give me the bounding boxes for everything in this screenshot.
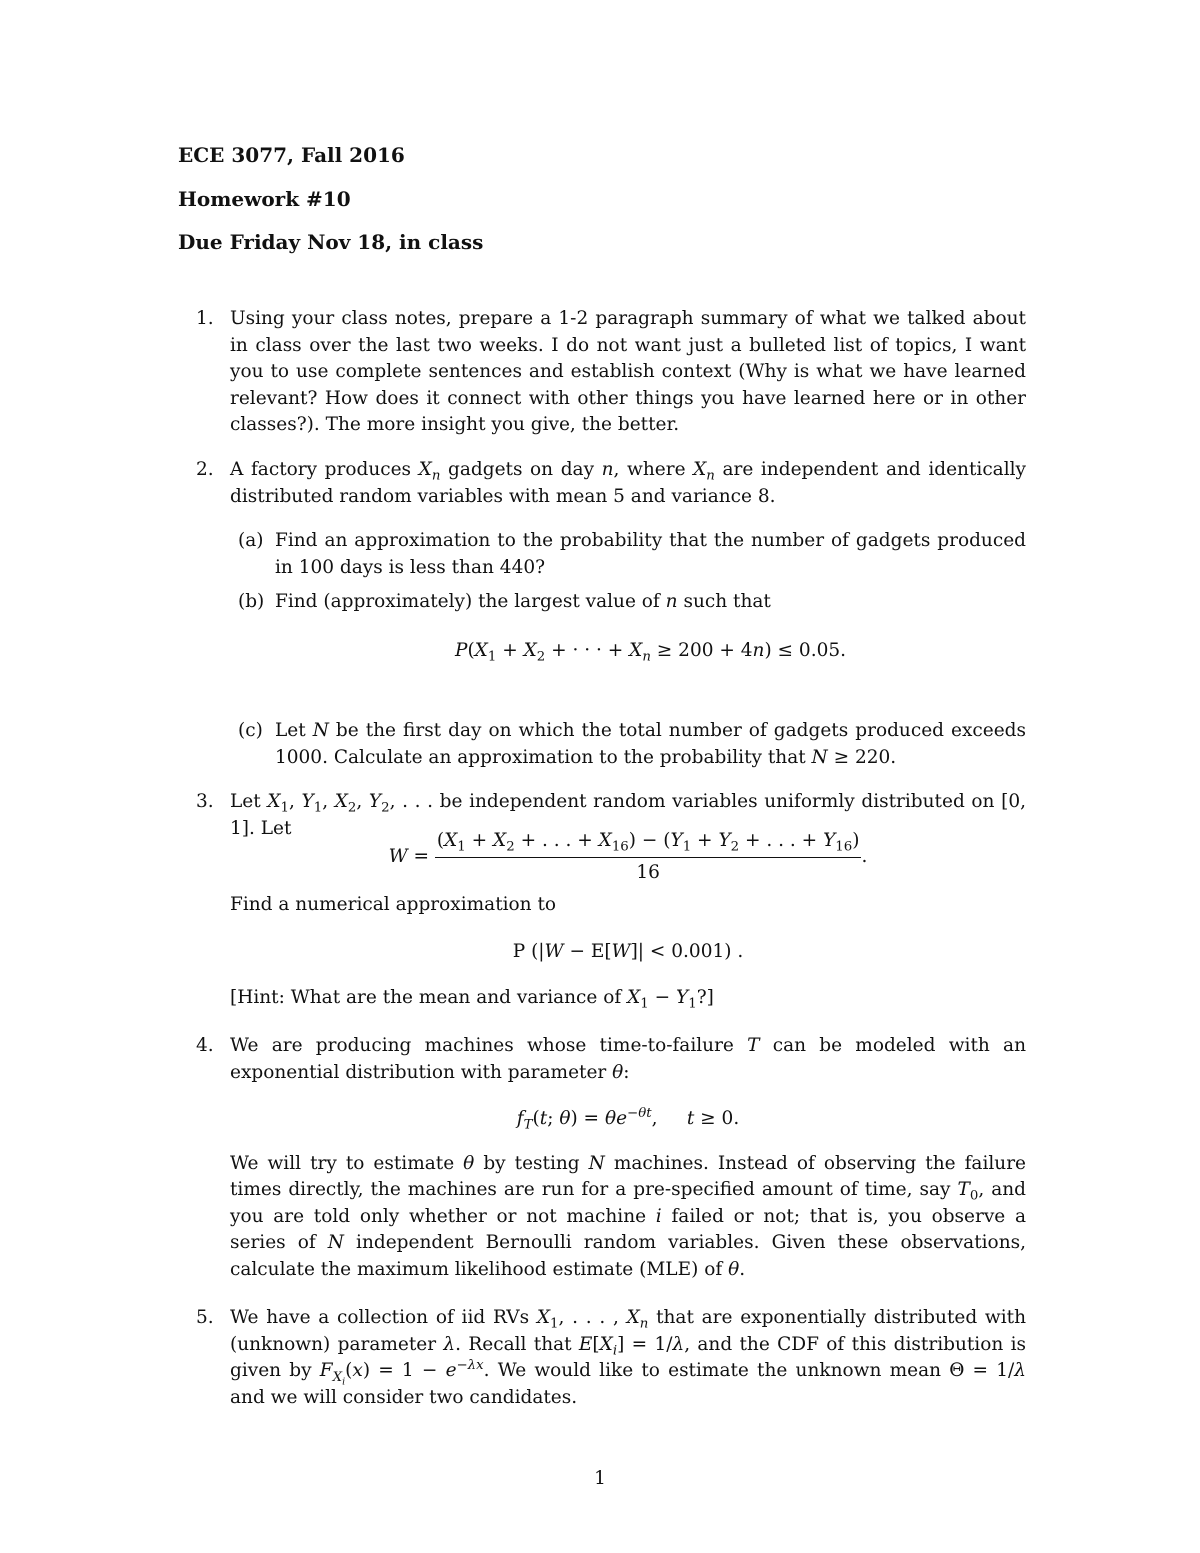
homework-title: Homework #10 — [178, 187, 351, 211]
problem-text: Using your class notes, prepare a 1-2 paragraph summary of what we talked about in class over the last two weeks. I do not want just a bulleted list of topics, I want you to use complete sentences and establish context (Why is what we have learned relevant? How does it connect with other things you have learned here or in other classes?). The more insight you give, the better. — [230, 308, 1026, 435]
page-number: 1 — [594, 1468, 606, 1489]
problem-5 — [196, 1305, 1026, 1411]
problem-text: We have a collection of iid RVs $X_1$, . . . , $X_n$ that are exponentially distributed with (unknown) parameter λ. Recall that $E[X_i] = 1/\lambda$, and the CDF of this distribution is given by $F_{X_i}(x) = 1 - e^{-\lambda x}$. We would like to estimate the unknown mean Θ = 1/λ and we will consider two candidates. — [230, 1307, 1027, 1408]
due-date: Due Friday Nov 18, in class — [178, 230, 484, 254]
problem-text: A factory produces $X_n$ gadgets on day n, where $X_n$ are independent and identically distributed random variables with mean 5 and variance 8. — [230, 459, 1026, 507]
subpart-a — [230, 528, 1026, 581]
subpart-text: Find (approximately) the largest value of n such that — [275, 591, 771, 612]
find-text: Find a numerical approximation to — [230, 894, 557, 915]
equation-w: W = $\frac{(X_1 + X_2 + . . . + X_{16}) - (Y_1 + Y_2 + . . . + Y_{16})}{16}$ . — [388, 830, 868, 883]
equation-pdf: $f_T(t$; $\theta) = \theta e^{-\theta t}$, t ≥ 0. — [516, 1105, 740, 1133]
subpart-label: (b) — [238, 591, 265, 612]
equation-b: $P(X_1 + X_2$ + · · · + $X_n \ge 200 + 4n) \le 0.05$. — [454, 639, 847, 665]
problem-3 — [196, 789, 1026, 1012]
hint-text: [Hint: What are the mean and variance of $X_1$ − $Y_1$?] — [230, 987, 714, 1012]
subpart-text: Let N be the first day on which the total number of gadgets produced exceeds 1000. Calculate an approximation to the probability that N ≥ 220. — [275, 720, 1026, 768]
problem-text: Let $X_1$, $Y_1$, $X_2$, $Y_2$, . . . be independent random variables uniformly distributed on [0, 1]. Let — [230, 791, 1026, 839]
problem-number: 4. — [196, 1035, 214, 1056]
problem-2 — [196, 457, 1026, 771]
problem-number: 1. — [196, 308, 214, 329]
equation-prob: P (|W − E[W]| < 0.001) . — [512, 940, 744, 962]
subpart-label: (a) — [238, 530, 264, 551]
problem-body-text: We will try to estimate θ by testing N machines. Instead of observing the failure times directly, the machines are run for a pre-specified amount of time, say $T_0$, and you are told only whether or not machine i failed or not; that is, you observe a series of N independent Bernoulli random variables. Given these observations, calculate the maximum likelihood estimate (MLE) of θ. — [230, 1152, 1026, 1280]
subpart-label: (c) — [238, 720, 263, 741]
problem-number: 3. — [196, 791, 214, 812]
problem-number: 2. — [196, 459, 214, 480]
problem-text: We are producing machines whose time-to-failure T can be modeled with an exponential distribution with parameter θ: — [230, 1035, 1026, 1083]
problem-1 — [196, 306, 1026, 439]
subpart-b — [230, 589, 1026, 664]
subpart-c — [230, 718, 1026, 771]
course-title: ECE 3077, Fall 2016 — [178, 143, 405, 167]
problem-4 — [196, 1033, 1026, 1283]
subpart-text: Find an approximation to the probability that the number of gadgets produced in 100 days is less than 440? — [275, 530, 1026, 578]
problem-number: 5. — [196, 1307, 214, 1328]
